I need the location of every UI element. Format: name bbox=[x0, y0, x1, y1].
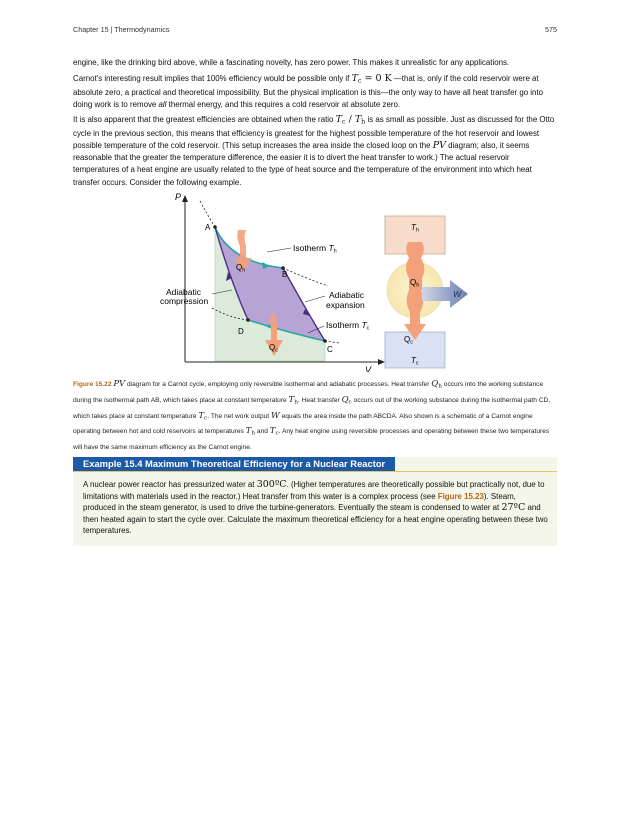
cap-qh: $Q_h$ bbox=[431, 379, 442, 390]
cap-w: W bbox=[270, 410, 280, 421]
paragraph-3 bbox=[73, 114, 557, 189]
cap-tc2: $T_c$ bbox=[269, 426, 279, 437]
carnot-figure bbox=[150, 190, 490, 372]
point-a bbox=[213, 225, 217, 229]
p3-text-b: is as small as possible. Just as discussed for the Otto cycle in the previous section, this means that efficiency is greatest for the highest possible temperature of the hot reservoir and lowest possible temperature of the cold reservoir. (This setup increases the area inside the closed loop on the bbox=[73, 115, 555, 150]
p2-all-word: all bbox=[158, 99, 167, 109]
figure-15-23-link[interactable]: Figure 15.23 bbox=[437, 491, 484, 501]
ex-t3: ). Steam, produced in the steam generator, is used to drive the turbine-generators. Eventually the steam is condensed to water at bbox=[83, 491, 516, 513]
p3-math-ratio: $T_c / T_h$ bbox=[335, 114, 366, 126]
cap-t2: occurs into the working substance during the isothermal path AB, which takes place at constant temperature bbox=[73, 381, 544, 404]
point-b-label: B bbox=[282, 270, 288, 279]
ex-t1: A nuclear power reactor has pressurized water at bbox=[83, 480, 255, 489]
cap-tc: $T_c$ bbox=[198, 410, 208, 422]
p-axis-label: P bbox=[175, 192, 182, 202]
point-a-label: A bbox=[205, 223, 211, 232]
figure-caption bbox=[73, 378, 557, 454]
adiabatic-expansion-label-2: expansion bbox=[326, 300, 365, 310]
p3-text-a: It is also apparent that the greatest efficiencies are obtained when the ratio bbox=[73, 115, 334, 124]
cap-t1: diagram for a Carnot cycle, employing only reversible isothermal and adiabatic processes. Heat transfer bbox=[127, 381, 430, 388]
ex-temp1: 300ºC bbox=[256, 479, 287, 490]
paragraph-1 bbox=[73, 57, 557, 69]
p-axis-arrowhead bbox=[182, 195, 188, 202]
ex-t4: and then heated again to start the cycle over. Calculate the maximum theoretical efficiency for a heat engine operating between these two temperatures. bbox=[83, 503, 548, 536]
hot-reservoir-label: Th bbox=[411, 223, 419, 234]
p3-text-c: diagram; also, it seems reasonable that the greater the temperature difference, the easier it is to divert the heat transfer to work.) The actual reservoir temperatures of a heat engine are usually related to the type of heat source and the temperature of the environment into which heat transfer occurs. Consider the following example. bbox=[73, 140, 532, 187]
example-header bbox=[73, 457, 557, 472]
figure-label: Figure 15.22 bbox=[73, 381, 112, 388]
cap-th2: $T_h$ bbox=[245, 426, 256, 437]
cap-qc: $Q_c$ bbox=[341, 394, 352, 406]
cap-t4: occurs out of the working substance during the isothermal path CD, which takes place at constant temperature bbox=[73, 396, 551, 420]
p2-text-c: thermal energy, and this requires a cold reservoir at absolute zero. bbox=[166, 99, 401, 109]
page-number: 575 bbox=[545, 25, 557, 34]
p2-math-tc: $T_c = 0$ K bbox=[351, 73, 392, 85]
p3-math-pv: PV bbox=[432, 139, 446, 151]
cap-t8: . Any heat engine using reversible processes and operating between these two temperatures will have the same maximum efficiency as the Carnot engine. bbox=[73, 428, 550, 452]
engine-qh-label: Qh bbox=[410, 278, 420, 289]
v-axis-label: V bbox=[365, 365, 372, 372]
point-c-label: C bbox=[327, 345, 333, 354]
diagram-qh-label: Qh bbox=[236, 263, 246, 274]
carnot-figure-svg bbox=[150, 190, 490, 372]
isotherm-tc-label: Isotherm Tc bbox=[326, 320, 370, 332]
adiabatic-expansion-label-1: Adiabatic bbox=[329, 290, 364, 300]
isotherm-tc-dashed-right bbox=[325, 341, 340, 343]
adiabatic-expansion-leader bbox=[305, 296, 325, 302]
chapter-title: Chapter 15 | Thermodynamics bbox=[73, 25, 170, 34]
example-title: Example 15.4 Maximum Theoretical Efficiency for a Nuclear Reactor bbox=[73, 457, 395, 471]
adiabatic-compression-label-1: Adiabatic bbox=[166, 287, 201, 297]
point-d bbox=[246, 318, 250, 322]
ex-t2: . (Higher temperatures are theoretically possible but practically not, due to limitations with materials used in the reactor.) Heat transfer from this water is a complex process (see bbox=[83, 480, 545, 501]
example-text bbox=[83, 479, 549, 537]
cap-t3: . Heat transfer bbox=[297, 396, 340, 404]
cold-reservoir-label: Tc bbox=[411, 356, 419, 367]
ex-temp2: 27ºC bbox=[501, 502, 526, 514]
point-c bbox=[323, 339, 327, 343]
adiabatic-compression-label-2: compression bbox=[160, 296, 209, 306]
p2-text-a: Carnot's interesting result implies that 100% efficiency would be possible only if bbox=[73, 74, 350, 83]
paragraph-2 bbox=[73, 73, 557, 111]
cap-t7: and bbox=[256, 428, 268, 436]
cap-t6: equals the area inside the path ABCDA. Also shown is a schematic of a Carnot engine operating between hot and cold reservoirs at temperatures bbox=[73, 412, 533, 436]
v-axis-arrowhead bbox=[378, 359, 385, 365]
isotherm-th-label: Isotherm Th bbox=[293, 243, 337, 255]
work-label: W bbox=[453, 289, 462, 299]
engine-qc-label: Qc bbox=[404, 335, 413, 346]
paragraph-1-text: engine, like the drinking bird above, while a fascinating novelty, has zero power. This makes it unrealistic for any applications. bbox=[73, 58, 510, 67]
p2-text-b: —that is, only if the cold reservoir were at absolute zero, a practical and theoretical impossibility. But the physical implication is this—the only way to have all heat transfer go into doing work is to remove bbox=[73, 74, 544, 109]
cap-th: $T_h$ bbox=[288, 394, 298, 406]
cap-t5: . The net work output bbox=[207, 412, 270, 420]
diagram-qc-label: Qc bbox=[269, 343, 278, 354]
isotherm-th-leader bbox=[267, 248, 291, 252]
cap-pv: PV bbox=[113, 379, 126, 389]
point-d-label: D bbox=[238, 327, 244, 336]
